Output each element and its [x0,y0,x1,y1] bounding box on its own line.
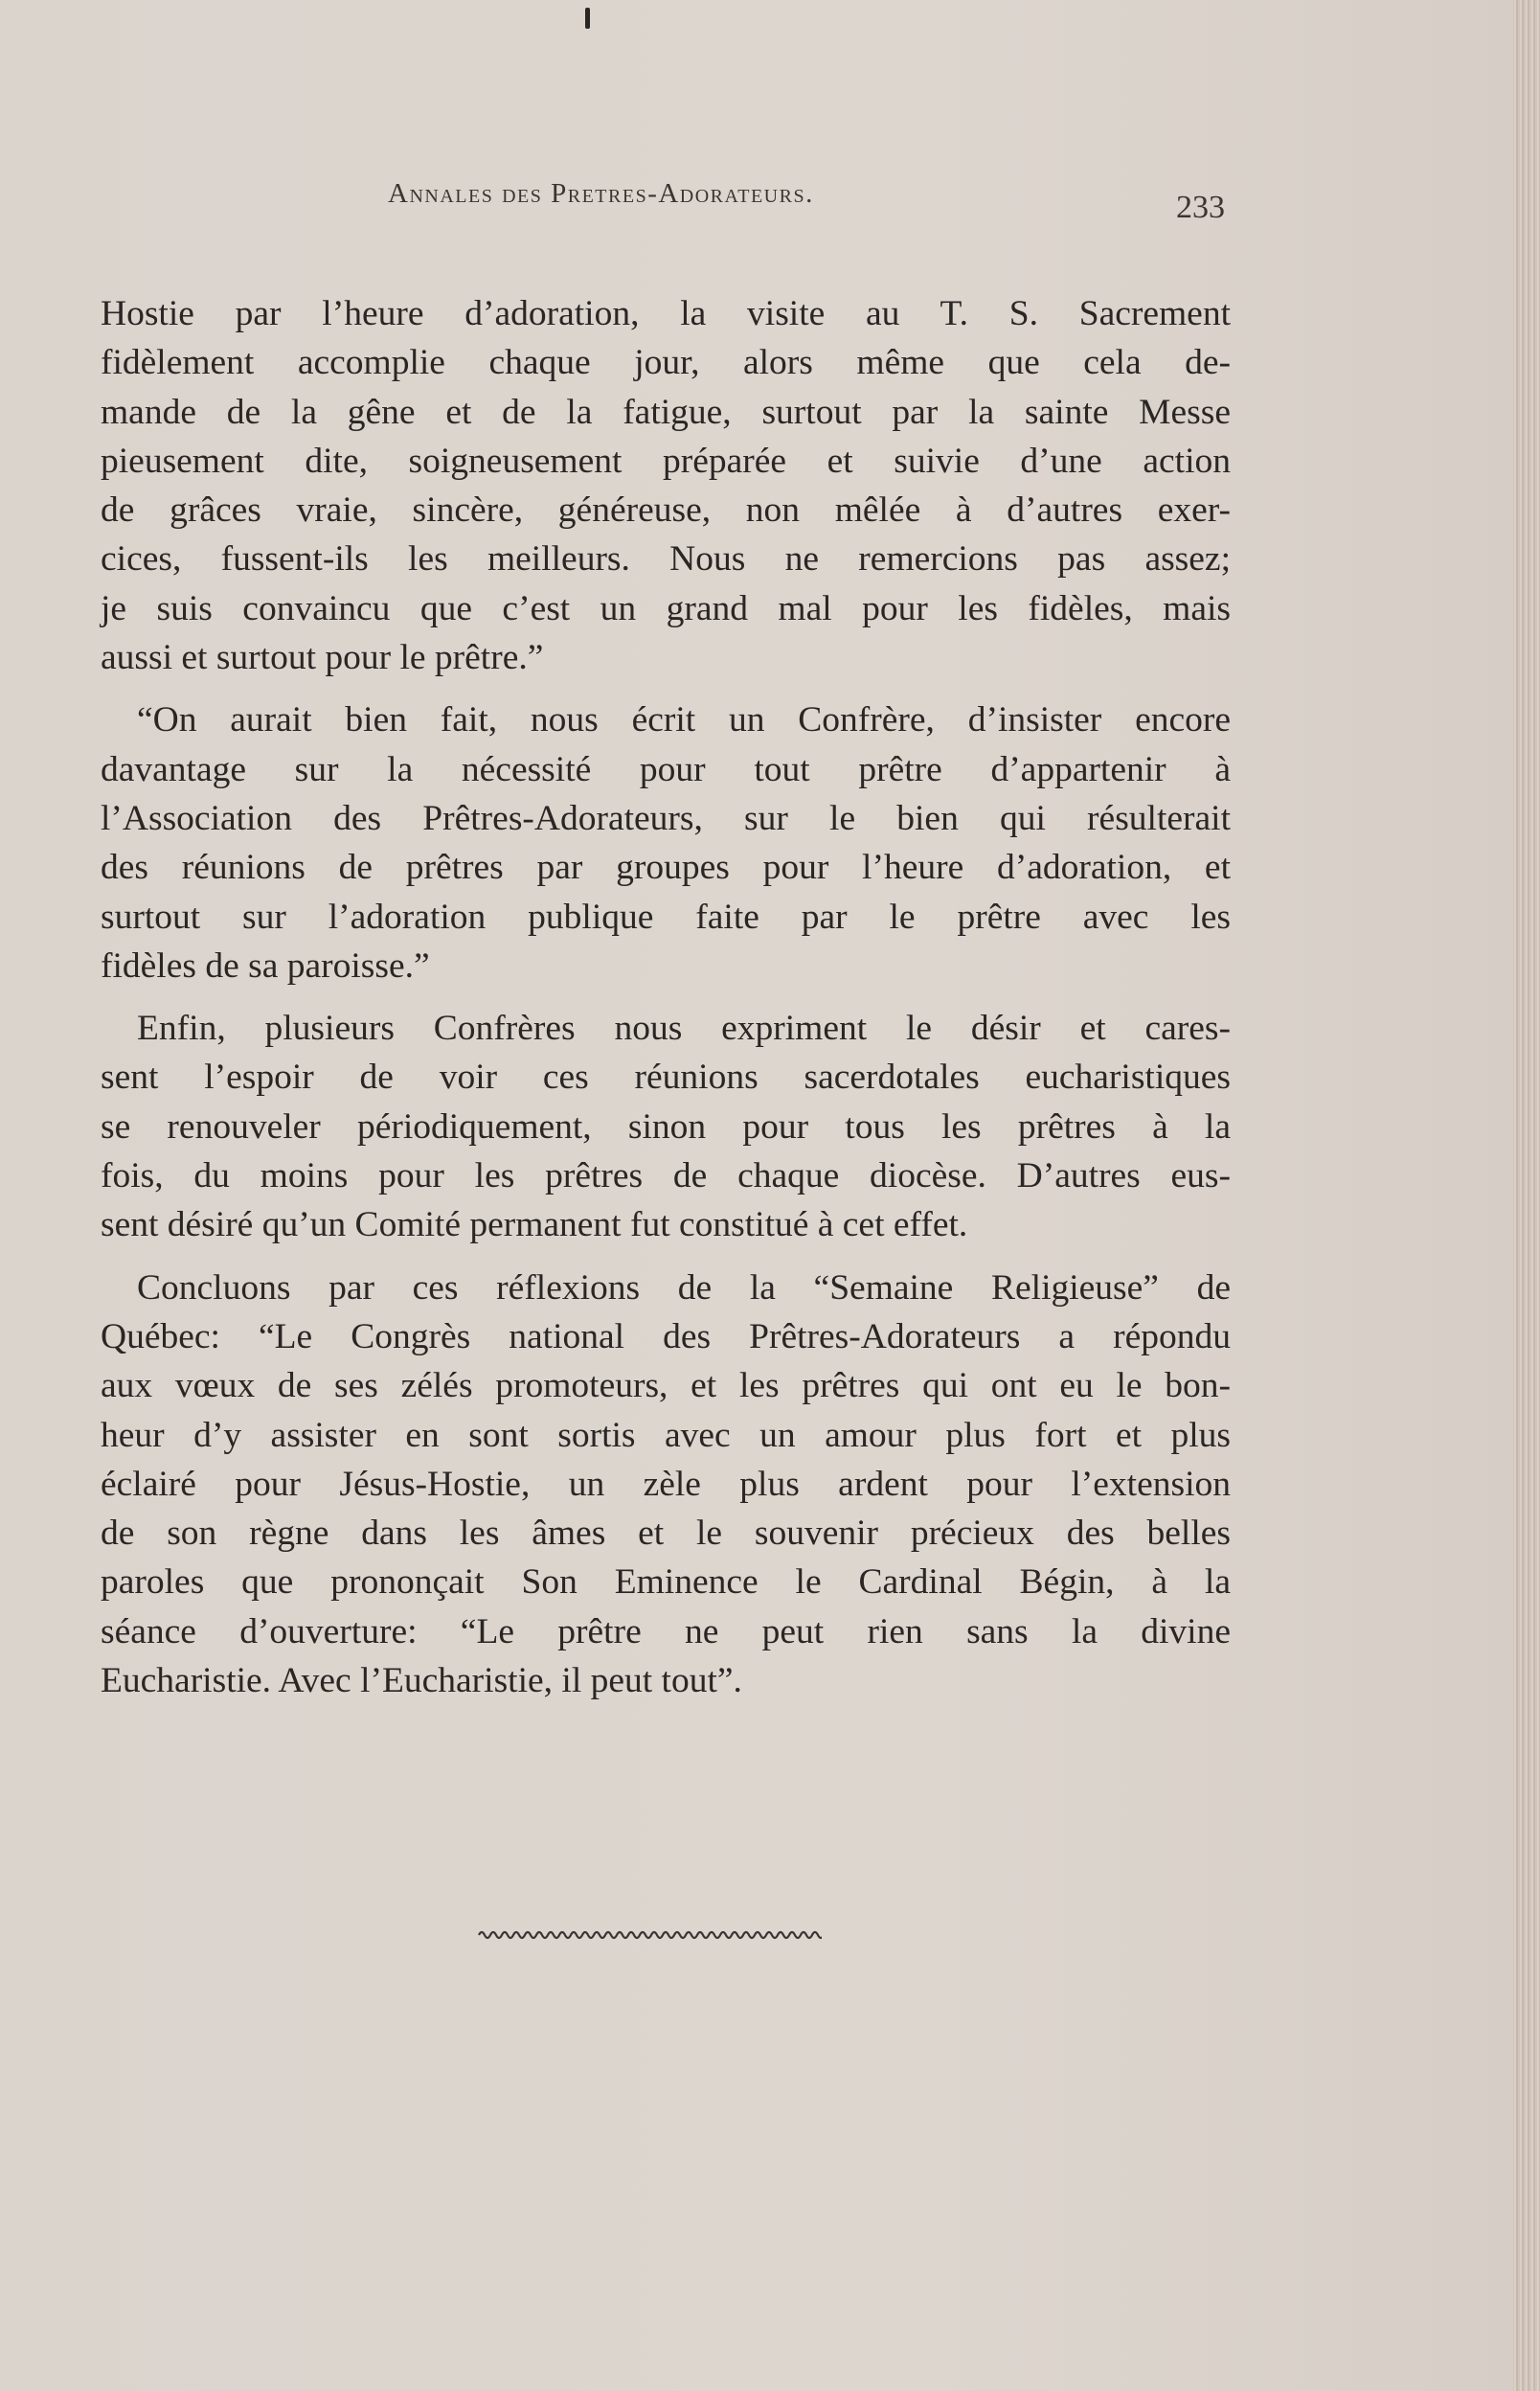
page-edge [1513,0,1540,2391]
text-line: fidèlement accomplie chaque jour, alors même que cela de- [101,343,1231,383]
body-text [101,289,1231,1705]
paragraph-2 [101,695,1231,991]
text-line: de son règne dans les âmes et le souvenir précieux des belles [101,1514,1231,1554]
text-line: séance d’ouverture: “Le prêtre ne peut rien sans la divine [101,1611,1231,1651]
text-line: Eucharistie. Avec l’Eucharistie, il peut tout”. [101,1661,742,1701]
text-line: pieusement dite, soigneusement préparée et suivie d’une action [101,441,1231,481]
wavy-ornament [477,1925,822,1945]
paragraph-1 [101,289,1231,682]
text-line: aux vœux de ses zélés promoteurs, et les prêtres qui ont eu le bon- [101,1366,1231,1406]
text-line: sent désiré qu’un Comité permanent fut constitué à cet effet. [101,1205,968,1245]
page-number: 233 [1176,190,1225,225]
text-line: paroles que prononçait Son Eminence le Cardinal Bégin, à la [101,1562,1231,1603]
text-line: Québec: “Le Congrès national des Prêtres-Adorateurs a répondu [101,1316,1231,1356]
top-ink-mark [585,8,590,29]
text-line: mande de la gêne et de la fatigue, surtout par la sainte Messe [101,392,1231,432]
paragraph-4 [101,1264,1231,1706]
paragraph-3 [101,1004,1231,1249]
text-line: fidèles de sa paroisse.” [101,945,430,986]
text-line: de grâces vraie, sincère, généreuse, non mêlée à d’autres exer- [101,490,1231,531]
text-line: fois, du moins pour les prêtres de chaque diocèse. D’autres eus- [101,1156,1231,1196]
text-line: Concluons par ces réflexions de la “Semaine Religieuse” de [137,1267,1231,1308]
text-line: sent l’espoir de voir ces réunions sacerdotales eucharistiques [101,1058,1231,1098]
text-line: éclairé pour Jésus-Hostie, un zèle plus ardent pour l’extension [101,1464,1231,1504]
text-line: des réunions de prêtres par groupes pour l’heure d’adoration, et [101,848,1231,888]
running-title: Annales des Pretres-Adorateurs. [388,178,814,209]
text-line: l’Association des Prêtres-Adorateurs, sur le bien qui résulterait [101,798,1231,838]
text-line: davantage sur la nécessité pour tout prêtre d’appartenir à [101,749,1231,789]
text-line: se renouveler périodiquement, sinon pour tous les prêtres à la [101,1106,1231,1147]
text-line: Enfin, plusieurs Confrères nous expriment le désir et cares- [137,1009,1231,1049]
text-line: aussi et surtout pour le prêtre.” [101,638,544,678]
text-line: surtout sur l’adoration publique faite par le prêtre avec les [101,897,1231,937]
text-line: Hostie par l’heure d’adoration, la visite au T. S. Sacrement [101,294,1231,333]
text-line: cices, fussent-ils les meilleurs. Nous ne remercions pas assez; [101,539,1231,580]
text-line: je suis convaincu que c’est un grand mal pour les fidèles, mais [101,588,1231,628]
text-line: “On aurait bien fait, nous écrit un Confrère, d’insister encore [137,700,1231,740]
text-line: heur d’y assister en sont sortis avec un amour plus fort et plus [101,1415,1231,1455]
